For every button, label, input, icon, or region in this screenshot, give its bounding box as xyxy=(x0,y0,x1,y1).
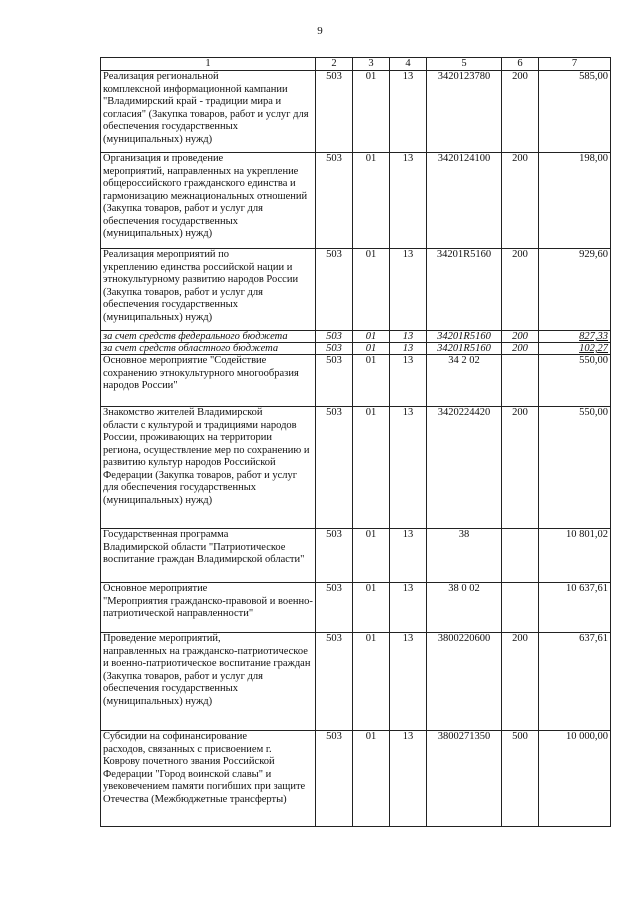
cell-c4: 13 xyxy=(390,343,427,355)
cell-c7: 827,33 xyxy=(539,331,611,343)
cell-c5: 3800220600 xyxy=(427,633,502,731)
cell-c2: 503 xyxy=(316,343,353,355)
cell-c4: 13 xyxy=(390,407,427,529)
cell-c3: 01 xyxy=(353,153,390,249)
cell-c2: 503 xyxy=(316,633,353,731)
cell-c7: 10 000,00 xyxy=(539,731,611,827)
cell-c5: 3420124100 xyxy=(427,153,502,249)
cell-c6: 200 xyxy=(502,407,539,529)
cell-c6 xyxy=(502,529,539,583)
cell-c3: 01 xyxy=(353,731,390,827)
cell-c4: 13 xyxy=(390,355,427,407)
cell-c2: 503 xyxy=(316,355,353,407)
cell-c6: 200 xyxy=(502,249,539,331)
row-description: Основное мероприятие "Мероприятия гражданско-правовой и военно- патриотической направленности" xyxy=(103,583,313,619)
cell-c2: 503 xyxy=(316,249,353,331)
cell-c5: 3420224420 xyxy=(427,407,502,529)
cell-c2: 503 xyxy=(316,583,353,633)
table-row xyxy=(101,583,611,633)
cell-c3: 01 xyxy=(353,71,390,153)
cell-c3: 01 xyxy=(353,407,390,529)
cell-c5: 3800271350 xyxy=(427,731,502,827)
cell-c7: 550,00 xyxy=(539,355,611,407)
row-description: Знакомство жителей Владимирской области с культурой и традициями народов России, проживающих на территории региона, осуществление мер по сохранению и развитию культур народов Российской Федерации (Закупка товаров, работ и услуг для обеспечения государственных (муниципальных) нужд) xyxy=(103,407,310,506)
cell-c3: 01 xyxy=(353,529,390,583)
cell-c4: 13 xyxy=(390,633,427,731)
row-description: Реализация региональной комплексной информационной кампании "Владимирский край - традиции мира и согласия" (Закупка товаров, работ и услуг для обеспечения государственных (муниципальных) нужд) xyxy=(103,71,309,145)
cell-c6: 200 xyxy=(502,633,539,731)
column-header: 1 xyxy=(101,58,316,71)
cell-c2: 503 xyxy=(316,153,353,249)
table-row xyxy=(101,343,611,355)
cell-c7: 637,61 xyxy=(539,633,611,731)
cell-c2: 503 xyxy=(316,731,353,827)
row-description: Реализация мероприятий по укреплению единства российской нации и этнокультурному развитию народов России (Закупка товаров, работ и услуг для обеспечения государственных (муниципальных) нужд) xyxy=(103,249,299,323)
budget-table xyxy=(100,57,611,827)
cell-c6: 500 xyxy=(502,731,539,827)
cell-c6 xyxy=(502,583,539,633)
cell-c6: 200 xyxy=(502,343,539,355)
column-header: 7 xyxy=(539,58,611,71)
column-header: 3 xyxy=(353,58,390,71)
cell-c6: 200 xyxy=(502,71,539,153)
cell-c5: 3420123780 xyxy=(427,71,502,153)
column-header: 2 xyxy=(316,58,353,71)
table-row xyxy=(101,633,611,731)
cell-c6: 200 xyxy=(502,331,539,343)
cell-c3: 01 xyxy=(353,331,390,343)
cell-c6 xyxy=(502,355,539,407)
cell-c4: 13 xyxy=(390,731,427,827)
row-description: Проведение мероприятий, направленных на гражданско-патриотическое и военно-патриотическое воспитание граждан (Закупка товаров, работ и услуг для обеспечения государственных (муниципальных) нужд) xyxy=(103,633,311,707)
cell-c7: 198,00 xyxy=(539,153,611,249)
cell-c2: 503 xyxy=(316,407,353,529)
cell-c5: 34201R5160 xyxy=(427,249,502,331)
cell-c7: 102,27 xyxy=(539,343,611,355)
row-description: Организация и проведение мероприятий, направленных на укрепление общероссийского гражданского единства и гармонизацию межнациональных отношений (Закупка товаров, работ и услуг для обеспечения государственных (муниципальных) нужд) xyxy=(103,153,308,239)
cell-c5: 38 xyxy=(427,529,502,583)
cell-c2: 503 xyxy=(316,71,353,153)
cell-c3: 01 xyxy=(353,249,390,331)
cell-c4: 13 xyxy=(390,529,427,583)
cell-c2: 503 xyxy=(316,331,353,343)
cell-c3: 01 xyxy=(353,355,390,407)
row-description: Субсидии на софинансирование расходов, связанных с присвоением г. Коврову почетного звания Российской Федерации "Город воинской славы" и увековечением памяти погибших при защите Отечества (Межбюджетные трансферты) xyxy=(103,731,306,805)
cell-c3: 01 xyxy=(353,633,390,731)
cell-c4: 13 xyxy=(390,153,427,249)
table-row xyxy=(101,331,611,343)
table-row xyxy=(101,249,611,331)
column-header: 5 xyxy=(427,58,502,71)
cell-c5: 34201R5160 xyxy=(427,343,502,355)
table-row xyxy=(101,71,611,153)
cell-c7: 10 801,02 xyxy=(539,529,611,583)
cell-c4: 13 xyxy=(390,583,427,633)
cell-c2: 503 xyxy=(316,529,353,583)
table-row xyxy=(101,731,611,827)
cell-c7: 585,00 xyxy=(539,71,611,153)
table-row xyxy=(101,153,611,249)
row-description: за счет средств федерального бюджета xyxy=(103,331,288,342)
cell-c7: 10 637,61 xyxy=(539,583,611,633)
column-header: 4 xyxy=(390,58,427,71)
cell-c7: 929,60 xyxy=(539,249,611,331)
row-description: за счет средств областного бюджета xyxy=(103,343,279,354)
cell-c6: 200 xyxy=(502,153,539,249)
cell-c7: 550,00 xyxy=(539,407,611,529)
table-header-row xyxy=(101,58,611,71)
page-number: 9 xyxy=(317,25,323,37)
row-description: Основное мероприятие "Содействие сохранению этнокультурного многообразия народов России" xyxy=(103,355,299,391)
cell-c3: 01 xyxy=(353,343,390,355)
cell-c3: 01 xyxy=(353,583,390,633)
column-header: 6 xyxy=(502,58,539,71)
table-row xyxy=(101,529,611,583)
row-description: Государственная программа Владимирской области "Патриотическое воспитание граждан Владимирской области" xyxy=(103,529,305,565)
cell-c5: 38 0 02 xyxy=(427,583,502,633)
cell-c4: 13 xyxy=(390,71,427,153)
cell-c4: 13 xyxy=(390,249,427,331)
table-row xyxy=(101,355,611,407)
cell-c5: 34201R5160 xyxy=(427,331,502,343)
table-row xyxy=(101,407,611,529)
cell-c5: 34 2 02 xyxy=(427,355,502,407)
cell-c4: 13 xyxy=(390,331,427,343)
